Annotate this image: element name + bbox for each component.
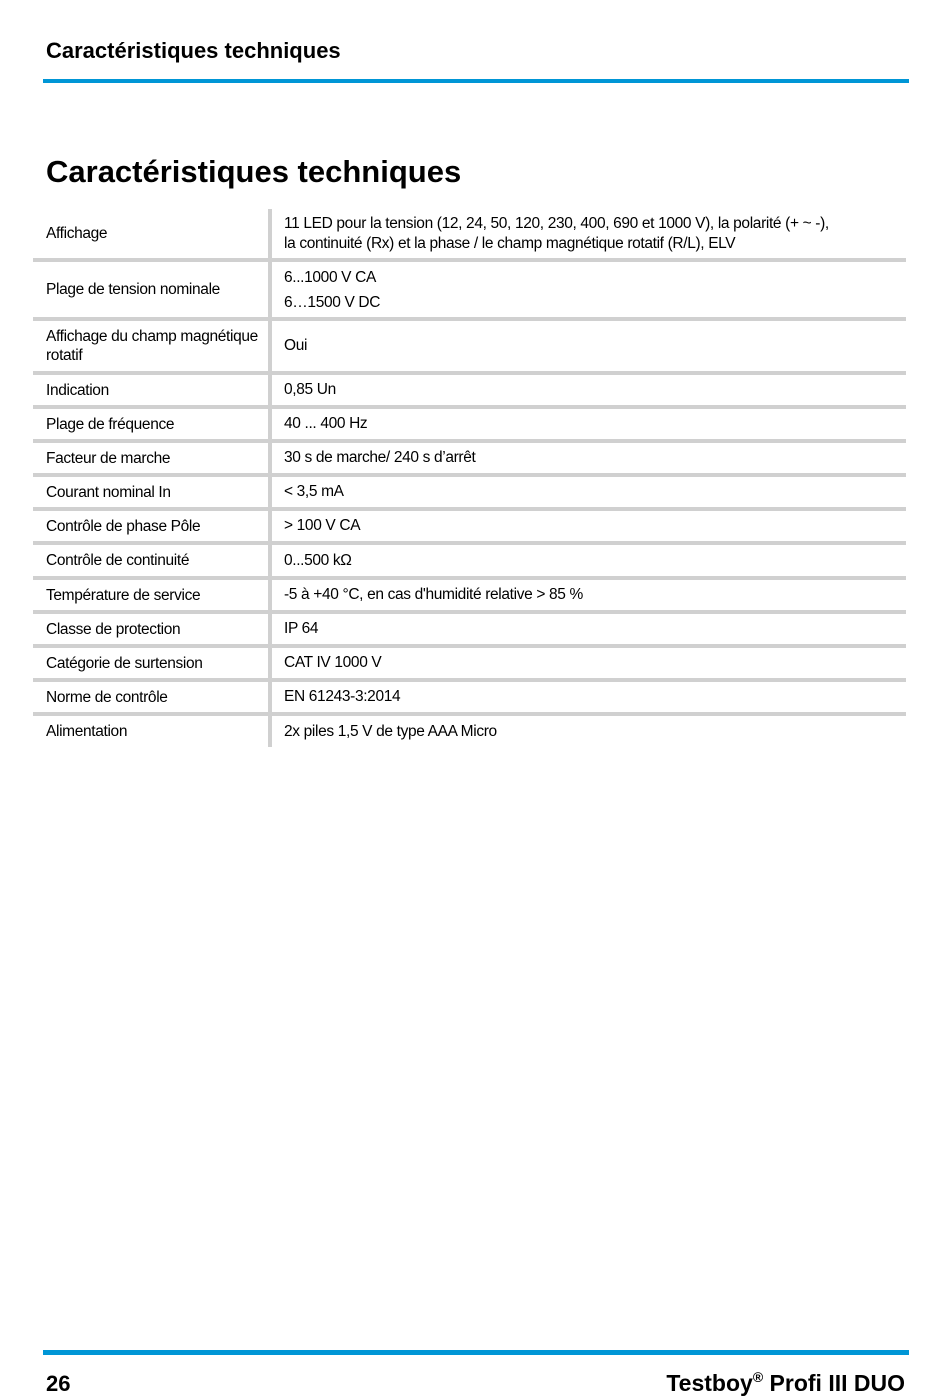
spec-value-line: -5 à +40 °C, en cas d'humidité relative > 85 % bbox=[284, 586, 583, 603]
spec-value-line: IP 64 bbox=[284, 620, 319, 637]
spec-value bbox=[272, 321, 906, 371]
header-rule bbox=[43, 79, 909, 83]
spec-value bbox=[272, 375, 906, 405]
spec-value bbox=[272, 262, 906, 317]
spec-label: Contrôle de phase Pôle bbox=[33, 511, 272, 541]
spec-label: Contrôle de continuité bbox=[33, 545, 272, 576]
spec-value bbox=[272, 580, 906, 610]
spec-label: Affichage du champ magnétique rotatif bbox=[33, 321, 272, 371]
spec-label: Plage de fréquence bbox=[33, 409, 272, 439]
spec-row bbox=[33, 682, 906, 716]
spec-row bbox=[33, 262, 906, 321]
spec-value bbox=[272, 511, 906, 541]
spec-value-line: CAT IV 1000 V bbox=[284, 654, 382, 671]
spec-value bbox=[272, 477, 906, 507]
spec-row bbox=[33, 321, 906, 375]
product-name bbox=[666, 1369, 905, 1397]
spec-value bbox=[272, 648, 906, 678]
spec-value-line: la continuité (Rx) et la phase / le champ magnétique rotatif (R/L), ELV bbox=[284, 234, 736, 252]
spec-table bbox=[33, 209, 906, 747]
running-header: Caractéristiques techniques bbox=[46, 38, 341, 63]
spec-row bbox=[33, 716, 906, 747]
spec-label: Plage de tension nominale bbox=[33, 262, 272, 317]
spec-value-line: > 100 V CA bbox=[284, 517, 361, 534]
spec-label: Facteur de marche bbox=[33, 443, 272, 473]
spec-value-line: 40 ... 400 Hz bbox=[284, 415, 368, 432]
spec-value-line: 0...500 kΩ bbox=[284, 551, 352, 569]
spec-value-line: 30 s de marche/ 240 s d’arrêt bbox=[284, 449, 476, 466]
spec-label: Température de service bbox=[33, 580, 272, 610]
spec-row bbox=[33, 477, 906, 511]
registered-mark: ® bbox=[752, 1369, 764, 1385]
spec-label: Affichage bbox=[33, 209, 272, 258]
spec-value bbox=[272, 209, 906, 258]
spec-label: Catégorie de surtension bbox=[33, 648, 272, 678]
spec-row bbox=[33, 375, 906, 409]
page-number: 26 bbox=[46, 1371, 71, 1396]
spec-value bbox=[272, 443, 906, 473]
spec-label: Alimentation bbox=[33, 716, 272, 747]
spec-row bbox=[33, 648, 906, 682]
footer-rule bbox=[43, 1350, 909, 1355]
spec-row bbox=[33, 614, 906, 648]
spec-row bbox=[33, 209, 906, 262]
spec-value-line: EN 61243-3:2014 bbox=[284, 688, 401, 705]
spec-value-line: < 3,5 mA bbox=[284, 483, 344, 500]
spec-value-line: 6...1000 V CA bbox=[284, 268, 376, 286]
spec-value bbox=[272, 682, 906, 712]
spec-value-line: 6…1500 V DC bbox=[284, 293, 381, 311]
spec-label: Indication bbox=[33, 375, 272, 405]
spec-label: Norme de contrôle bbox=[33, 682, 272, 712]
spec-value-line: Oui bbox=[284, 337, 308, 354]
spec-value bbox=[272, 614, 906, 644]
spec-value bbox=[272, 716, 906, 747]
model-name: Profi III DUO bbox=[763, 1370, 905, 1396]
spec-value bbox=[272, 545, 906, 576]
spec-row bbox=[33, 545, 906, 580]
spec-value-line: 2x piles 1,5 V de type AAA Micro bbox=[284, 722, 497, 740]
spec-row bbox=[33, 511, 906, 545]
spec-value-line: 0,85 Un bbox=[284, 381, 336, 398]
spec-row bbox=[33, 443, 906, 477]
spec-row bbox=[33, 409, 906, 443]
spec-label: Courant nominal In bbox=[33, 477, 272, 507]
spec-label: Classe de protection bbox=[33, 614, 272, 644]
page-title: Caractéristiques techniques bbox=[46, 154, 462, 189]
spec-value-line: 11 LED pour la tension (12, 24, 50, 120, 230, 400, 690 et 1000 V), la polarité (+ ~ -), bbox=[284, 214, 829, 232]
brand-name: Testboy bbox=[666, 1370, 753, 1396]
spec-row bbox=[33, 580, 906, 614]
spec-value bbox=[272, 409, 906, 439]
